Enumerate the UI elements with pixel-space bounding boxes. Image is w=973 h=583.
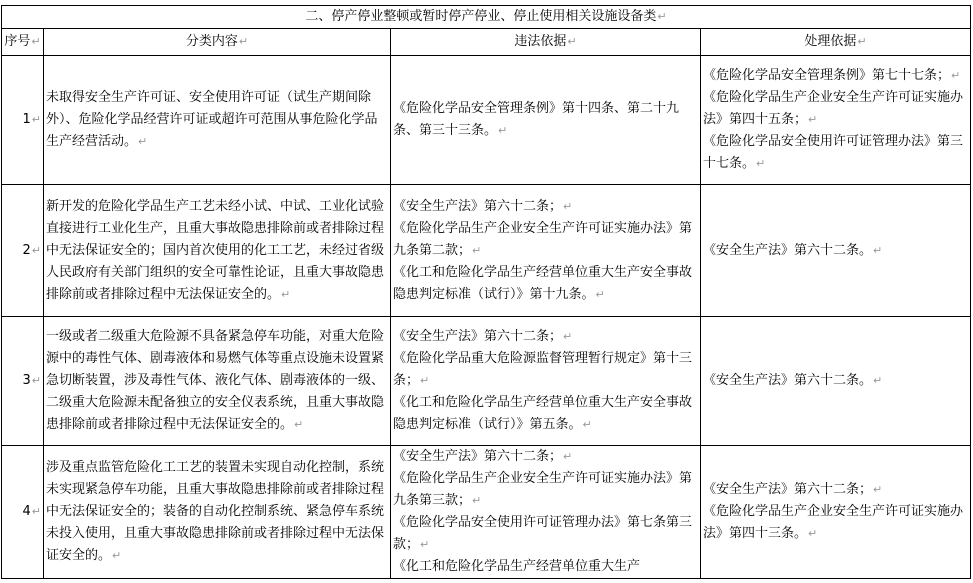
handling-line: 《危险化学品生产企业安全生产许可证实施办法》第四十五条；↵ xyxy=(703,90,964,127)
row-violation xyxy=(391,317,701,446)
row-handling xyxy=(701,56,971,185)
handling-line: 《安全生产法》第六十二条。↵ xyxy=(703,373,883,388)
violation-line: 《危险化学品生产企业安全生产许可证实施办法》第九条第三款；↵ xyxy=(393,471,693,508)
table-title: 二、停产停业整顿或暂时停产停业、停止使用相关设施设备类↵ xyxy=(2,6,971,29)
row-content: 一级或者二级重大危险源不具备紧急停车功能，对重大危险源中的毒性气体、剧毒液体和易燃气体等重点设施未设置紧急切断装置，涉及毒性气体、液化气体、剧毒液体的一级、二级重大危险源未配备独立的安全仪表系统，且重大事故隐患排除前或者排除过程中无法保证安全的。↵ xyxy=(44,317,391,446)
table-row xyxy=(2,446,971,579)
row-content: 涉及重点监管危险化工工艺的装置未实现自动化控制，系统未实现紧急停车功能，且重大事故隐患排除前或者排除过程中无法保证安全的；装备的自动化控制系统、紧急停车系统未投入使用，且重大事故隐患排除前或者排除过程中无法保证安全的。↵ xyxy=(44,446,391,579)
regulation-table xyxy=(1,5,971,579)
violation-line: 《危险化学品重大危险源监督管理暂行规定》第十三条；↵ xyxy=(393,351,693,388)
header-violation: 违法依据↵ xyxy=(391,29,701,56)
handling-line: 《危险化学品安全管理条例》第七十七条；↵ xyxy=(703,68,961,83)
table-row xyxy=(2,56,971,185)
header-content: 分类内容↵ xyxy=(44,29,391,56)
violation-line: 《化工和危险化学品生产经营单位重大生产 xyxy=(393,559,641,574)
handling-line: 《安全生产法》第六十二条。↵ xyxy=(703,242,883,258)
violation-line: 《危险化学品安全管理条例》第十四条、第二十九条、第三十三条。↵ xyxy=(393,101,680,138)
violation-line: 《危险化学品生产企业安全生产许可证实施办法》第九条第二款；↵ xyxy=(393,220,693,258)
handling-line: 《安全生产法》第六十二条；↵ xyxy=(703,482,883,497)
header-seq: 序号↵ xyxy=(2,29,44,56)
violation-line: 《化工和危险化学品生产经营单位重大生产安全事故隐患判定标准（试行）》第十九条。↵ xyxy=(393,264,693,302)
header-handling: 处理依据↵ xyxy=(701,29,971,56)
row-number: 4↵ xyxy=(2,446,44,579)
handling-line: 《危险化学品生产企业安全生产许可证实施办法》第四十三条。↵ xyxy=(703,504,964,541)
handling-line: 《危险化学品安全使用许可证管理办法》第三十七条。↵ xyxy=(703,134,964,171)
violation-line: 《化工和危险化学品生产经营单位重大生产安全事故隐患判定标准（试行）》第五条。↵ xyxy=(393,395,693,432)
row-content: 未取得安全生产许可证、安全使用许可证（试生产期间除外）、危险化学品经营许可证或超许可范围从事危险化学品生产经营活动。↵ xyxy=(44,56,391,185)
row-handling xyxy=(701,446,971,579)
row-handling xyxy=(701,317,971,446)
row-number: 1↵ xyxy=(2,56,44,185)
row-number: 3↵ xyxy=(2,317,44,446)
row-violation xyxy=(391,446,701,579)
row-content: 新开发的危险化学品生产工艺未经小试、中试、工业化试验直接进行工业化生产，且重大事故隐患排除前或者排除过程中无法保证安全的；国内首次使用的化工工艺，未经过省级人民政府有关部门组织的安全可靠性论证，且重大事故隐患排除前或者排除过程中无法保证安全的。↵ xyxy=(44,185,391,317)
row-violation xyxy=(391,56,701,185)
violation-line: 《安全生产法》第六十二条；↵ xyxy=(393,198,573,214)
table-row xyxy=(2,317,971,446)
row-handling xyxy=(701,185,971,317)
violation-line: 《危险化学品安全使用许可证管理办法》第七条第三款；↵ xyxy=(393,515,693,552)
violation-line: 《安全生产法》第六十二条；↵ xyxy=(393,449,573,464)
table-row xyxy=(2,185,971,317)
row-violation xyxy=(391,185,701,317)
row-number: 2↵ xyxy=(2,185,44,317)
violation-line: 《安全生产法》第六十二条；↵ xyxy=(393,329,573,344)
